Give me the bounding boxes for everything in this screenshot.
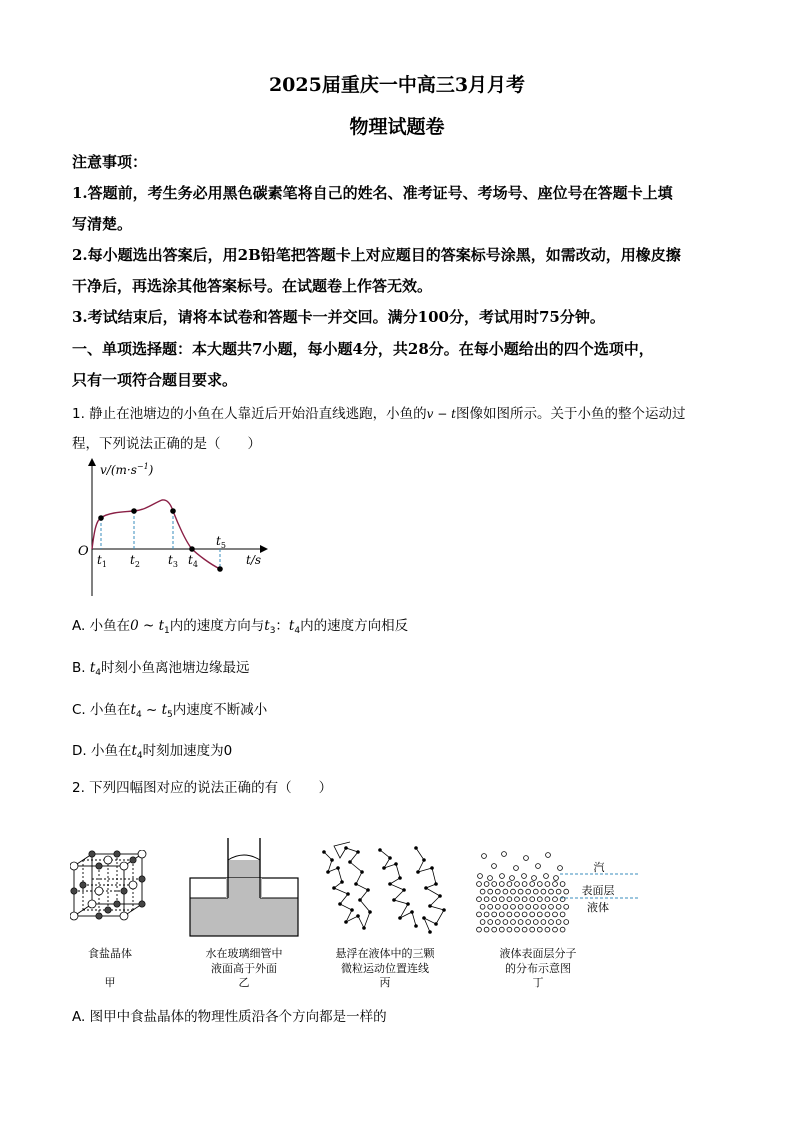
y-axis-label: $v/(m\cdot s^{-1})$ [100, 462, 154, 477]
liquid-molecule [553, 912, 558, 917]
q1-stem-line2: 程，下列说法正确的是（ ） [72, 436, 261, 452]
liquid-molecule [545, 897, 550, 902]
figure-caption: 微粒运动位置连线 [341, 962, 429, 975]
liquid-molecule [495, 920, 500, 925]
liquid-molecule [484, 897, 489, 902]
liquid-molecule [477, 912, 482, 917]
q2-option-a[interactable]: A. 图甲中食盐晶体的物理性质沿各个方向都是一样的 [72, 1009, 387, 1025]
liquid-molecule [484, 912, 489, 917]
tick-label-t1: $t_1$ [97, 553, 107, 569]
liquid-molecule [492, 882, 497, 887]
liquid-molecule [526, 889, 531, 894]
liquid-molecule [515, 927, 520, 932]
tick-label-t2: $t_2$ [130, 553, 140, 569]
liquid-molecule [515, 882, 520, 887]
exam-subtitle: 物理试题卷 [349, 116, 445, 138]
notice-line: 3.考试结束后，请将本试卷和答题卡一并交回。满分100分，考试用时75分钟。 [72, 308, 605, 326]
liquid-molecule [564, 920, 569, 925]
liquid-molecule [507, 912, 512, 917]
liquid-molecule [549, 904, 554, 909]
brownian-motion-figure [320, 838, 450, 938]
liquid-molecule [533, 904, 538, 909]
liquid-molecule [499, 927, 504, 932]
liquid-molecule [522, 897, 527, 902]
liquid-molecule [492, 897, 497, 902]
liquid-molecule [499, 882, 504, 887]
liquid-molecule [541, 889, 546, 894]
liquid-molecule [495, 889, 500, 894]
q1-option-a[interactable]: A. 小鱼在0 ~ $t_1$内的速度方向与$t_3$：$t_4$内的速度方向相反 [72, 618, 409, 636]
figure-label: 乙 [238, 976, 250, 989]
liquid-molecule [477, 897, 482, 902]
liquid-molecule [533, 889, 538, 894]
liquid-molecule [499, 912, 504, 917]
liquid-molecule [560, 927, 565, 932]
figure-caption: 食盐晶体 [88, 947, 132, 960]
point-t1 [98, 515, 104, 521]
notice-line: 写清楚。 [72, 215, 133, 233]
liquid-molecule [484, 882, 489, 887]
liquid-molecule [553, 897, 558, 902]
notice-line: 1.答题前，考生务必用黑色碳素笔将自己的姓名、准考证号、考场号、座位号在答题卡上填 [72, 184, 673, 202]
q1-option-b[interactable]: B. $t_4$时刻小鱼离池塘边缘最远 [72, 660, 250, 678]
liquid-molecule [480, 904, 485, 909]
figure-caption: 的分布示意图 [505, 962, 571, 975]
capillary-tube-figure [188, 838, 300, 938]
notice-line: 干净后，再选涂其他答案标号。在试题卷上作答无效。 [72, 277, 433, 295]
liquid-molecule [518, 904, 523, 909]
liquid-molecule [518, 889, 523, 894]
liquid-molecule [545, 882, 550, 887]
figure-caption: 水在玻璃细管中 [205, 947, 283, 960]
liquid-molecule [537, 912, 542, 917]
liquid-molecule [549, 889, 554, 894]
liquid-molecule [530, 927, 535, 932]
liquid-molecule [518, 920, 523, 925]
velocity-curve [92, 500, 220, 569]
exam-title: 2025届重庆一中高三3月月考 [268, 74, 526, 96]
liquid-molecule [537, 882, 542, 887]
point-t3 [170, 508, 176, 514]
liquid-molecule [477, 882, 482, 887]
q1-vt-symbol: v − t [426, 407, 456, 421]
liquid-molecule [503, 904, 508, 909]
q1-stem [72, 402, 685, 422]
liquid-molecule [522, 912, 527, 917]
liquid-molecule [515, 897, 520, 902]
salt-crystal-figure [70, 850, 150, 930]
point-t5 [217, 566, 223, 572]
notice-heading: 注意事项： [72, 153, 148, 171]
q1-stem-text: 图像如图所示。关于小鱼的整个运动过 [455, 406, 686, 422]
liquid-molecule [522, 927, 527, 932]
point-t4 [189, 546, 195, 552]
figure-label: 丙 [379, 976, 391, 989]
liquid-molecule [545, 927, 550, 932]
liquid-bulk-molecules [474, 880, 570, 940]
liquid-molecule [488, 920, 493, 925]
section-heading: 一、单项选择题：本大题共7小题，每小题4分，共28分。在每小题给出的四个选项中， [72, 340, 654, 358]
liquid-molecule [495, 904, 500, 909]
liquid-molecule [526, 904, 531, 909]
liquid-molecule [511, 904, 516, 909]
liquid-molecule [541, 920, 546, 925]
liquid-molecule [507, 882, 512, 887]
liquid-molecule [480, 889, 485, 894]
figure-label: 甲 [104, 976, 116, 989]
surface-layer-label: 表面层 [581, 884, 615, 897]
q1-stem-text: 1. 静止在池塘边的小鱼在人靠近后开始沿直线逃跑，小鱼的 [72, 406, 427, 422]
liquid-molecule [488, 904, 493, 909]
liquid-molecule [499, 897, 504, 902]
liquid-molecule [537, 897, 542, 902]
figure-caption: 液面高于外面 [211, 962, 277, 975]
liquid-molecule [507, 927, 512, 932]
liquid-molecule [484, 927, 489, 932]
liquid-molecule [503, 889, 508, 894]
figure-caption: 液体表面层分子 [499, 947, 577, 960]
q2-stem: 2. 下列四幅图对应的说法正确的有（ ） [72, 780, 333, 796]
liquid-molecule [492, 927, 497, 932]
liquid-molecule [507, 897, 512, 902]
liquid-molecule [530, 897, 535, 902]
liquid-molecule [553, 927, 558, 932]
liquid-molecule [541, 904, 546, 909]
liquid-molecule [477, 927, 482, 932]
vt-graph [74, 458, 274, 598]
section-heading-cont: 只有一项符合题目要求。 [72, 371, 238, 389]
figure-caption: 悬浮在液体中的三颗 [335, 947, 435, 960]
notice-line: 2.每小题选出答案后，用2B铅笔把答题卡上对应题目的答案标号涂黑，如需改动，用橡皮擦 [72, 246, 681, 264]
liquid-molecule [530, 912, 535, 917]
liquid-molecule [537, 927, 542, 932]
liquid-molecule [556, 920, 561, 925]
q1-option-c[interactable]: C. 小鱼在$t_4$ ~ $t_5$内速度不断减小 [72, 702, 268, 720]
liquid-molecule [522, 882, 527, 887]
liquid-molecule [480, 920, 485, 925]
liquid-molecule [530, 882, 535, 887]
liquid-molecule [533, 920, 538, 925]
origin-label: O [78, 544, 89, 559]
q1-option-d[interactable]: D. 小鱼在$t_4$时刻加速度为0 [72, 743, 233, 761]
liquid-molecule [526, 920, 531, 925]
liquid-molecule [488, 889, 493, 894]
tick-label-t5: $t_5$ [216, 534, 226, 550]
liquid-molecule [511, 889, 516, 894]
figure-label: 丁 [532, 976, 544, 989]
liquid-label: 液体 [587, 901, 609, 914]
tick-label-t4: $t_4$ [188, 553, 198, 569]
liquid-molecule [549, 920, 554, 925]
tick-label-t3: $t_3$ [168, 553, 178, 569]
liquid-molecule [515, 912, 520, 917]
liquid-molecule [545, 912, 550, 917]
liquid-molecule [553, 882, 558, 887]
point-t2 [131, 508, 137, 514]
liquid-molecule [511, 920, 516, 925]
x-axis-label: t/s [246, 553, 262, 567]
vapor-label: 汽 [593, 861, 605, 874]
liquid-molecule [492, 912, 497, 917]
liquid-molecule [503, 920, 508, 925]
